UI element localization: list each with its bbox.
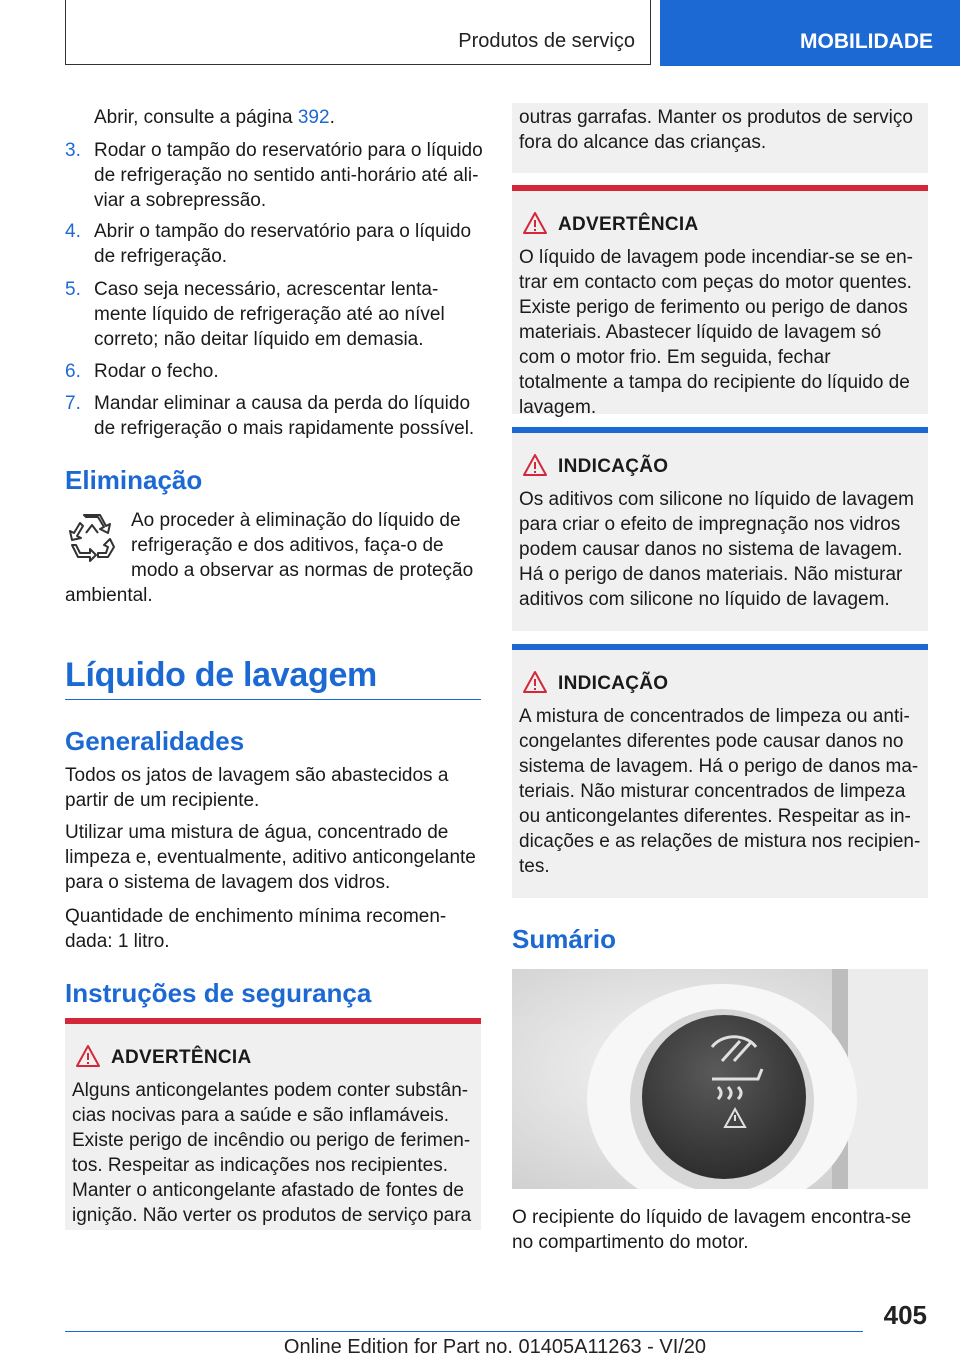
step-text: Rodar o fecho.: [94, 361, 219, 382]
washer-cap-illustration: [512, 969, 928, 1189]
overview-heading: Sumário: [512, 924, 617, 954]
intro-end: .: [329, 107, 335, 128]
washer-reservoir-photo: [512, 969, 928, 1189]
chapter-tab[interactable]: MOBILIDADE: [660, 0, 960, 66]
notice-title: INDICAÇÃO: [558, 673, 669, 694]
general-paragraph-1: Todos os jatos de lavagem são abastecidos a partir de um recipiente.: [65, 765, 449, 811]
photo-caption: O recipiente do líquido de lavagem encontra-se no compartimento do motor.: [512, 1207, 912, 1253]
step-4: [65, 219, 483, 269]
page-number: 405: [883, 1300, 927, 1330]
warning-bar: [512, 185, 928, 191]
notice-text: A mistura de concentrados de limpeza ou anti-congelantes diferentes pode causar danos no sistema de lavagem. Há o perigo de danos ma-teriais. Não misturar concentrados de limpeza ou anticongelantes diferentes. Respeitar as in-dicações e as relações de mistura nos recipien-tes.: [519, 706, 921, 877]
footer-rule: [65, 1331, 863, 1332]
step-5: [65, 277, 483, 352]
edition-text: Online Edition for Part no. 01405A11263 - VI/20: [283, 1336, 707, 1358]
header-left-rule: [65, 0, 66, 65]
general-paragraph-3: Quantidade de enchimento mínima recomen-dada: 1 litro.: [65, 906, 447, 952]
continued-box: [512, 103, 928, 173]
section-title: Produtos de serviço: [458, 30, 635, 52]
notice-bar: [512, 644, 928, 650]
step-number: 4.: [65, 221, 81, 242]
step-number: 3.: [65, 140, 81, 161]
notice-box-2: [512, 644, 928, 898]
header-divider: [650, 0, 651, 65]
continued-text: outras garrafas. Manter os produtos de serviço fora do alcance das crianças.: [519, 107, 913, 153]
warning-title: ADVERTÊNCIA: [558, 214, 699, 235]
notice-box-1: [512, 427, 928, 631]
general-paragraph-2: Utilizar uma mistura de água, concentrado de limpeza e, eventualmente, aditivo anticongelante para o sistema de lavagem dos vidros.: [65, 822, 476, 893]
warning-triangle-icon: [75, 1044, 101, 1068]
chapter-underline: [65, 699, 481, 700]
safety-heading: Instruções de segurança: [65, 978, 372, 1008]
recycle-icon: [66, 511, 118, 563]
disposal-heading: Eliminação: [65, 465, 203, 495]
intro-text: Abrir, consulte a página: [94, 107, 293, 128]
step-number: 6.: [65, 361, 81, 382]
step-6: [65, 359, 483, 384]
warning-triangle-icon: [522, 670, 548, 694]
intro-paragraph: [94, 105, 335, 130]
warning-box-1: [65, 1018, 481, 1230]
step-text: Mandar eliminar a causa da perda do líquido de refrigeração o mais rapidamente possível.: [94, 393, 475, 439]
header-bottom-rule: [65, 64, 650, 65]
step-number: 7.: [65, 393, 81, 414]
warning-title: ADVERTÊNCIA: [111, 1047, 252, 1068]
notice-text: Os aditivos com silicone no líquido de lavagem para criar o efeito de impregnação nos vidros podem causar danos no sistema de lavagem. Há o perigo de danos materiais. Não misturar aditivos com silicone no líquido de lavagem.: [519, 489, 914, 610]
warning-text: Alguns anticongelantes podem conter substân-cias nocivas para a saúde e são inflamáveis. Existe perigo de incêndio ou perigo de ferimen-tos. Respeitar as indicações nos recipientes. Manter o anticongelante afastado de fontes de ignição. Não verter os produtos de serviço para: [72, 1080, 472, 1226]
step-3: [65, 138, 483, 213]
step-text: Rodar o tampão do reservatório para o líquido de refrigeração no sentido anti-horário até ali-viar a sobrepressão.: [94, 140, 483, 211]
warning-triangle-icon: [522, 453, 548, 477]
step-text: Caso seja necessário, acrescentar lenta-mente líquido de refrigeração até ao nível correto; não deitar líquido em demasia.: [94, 279, 445, 350]
disposal-text-end: ambiental.: [65, 585, 153, 606]
step-7: [65, 391, 483, 441]
general-heading: Generalidades: [65, 726, 245, 756]
chapter-heading: Líquido de lavagem: [65, 656, 377, 694]
warning-triangle-icon: [522, 211, 548, 235]
notice-bar: [512, 427, 928, 433]
disposal-text: Ao proceder à eliminação do líquido de refrigeração e dos aditivos, faça-o de modo a observar as normas de proteção: [131, 510, 474, 581]
page-link[interactable]: 392: [297, 107, 330, 128]
notice-title: INDICAÇÃO: [558, 456, 669, 477]
warning-box-2: [512, 185, 928, 418]
warning-bar: [65, 1018, 481, 1024]
step-text: Abrir o tampão do reservatório para o líquido de refrigeração.: [94, 221, 472, 267]
step-number: 5.: [65, 279, 81, 300]
warning-text: O líquido de lavagem pode incendiar-se se en-trar em contacto com peças do motor quentes. Existe perigo de ferimento ou perigo de danos materiais. Abastecer líquido de lavagem só com o motor frio. Em seguida, fechar totalmente a tampa do recipiente do líquido de lavagem.: [519, 247, 913, 418]
